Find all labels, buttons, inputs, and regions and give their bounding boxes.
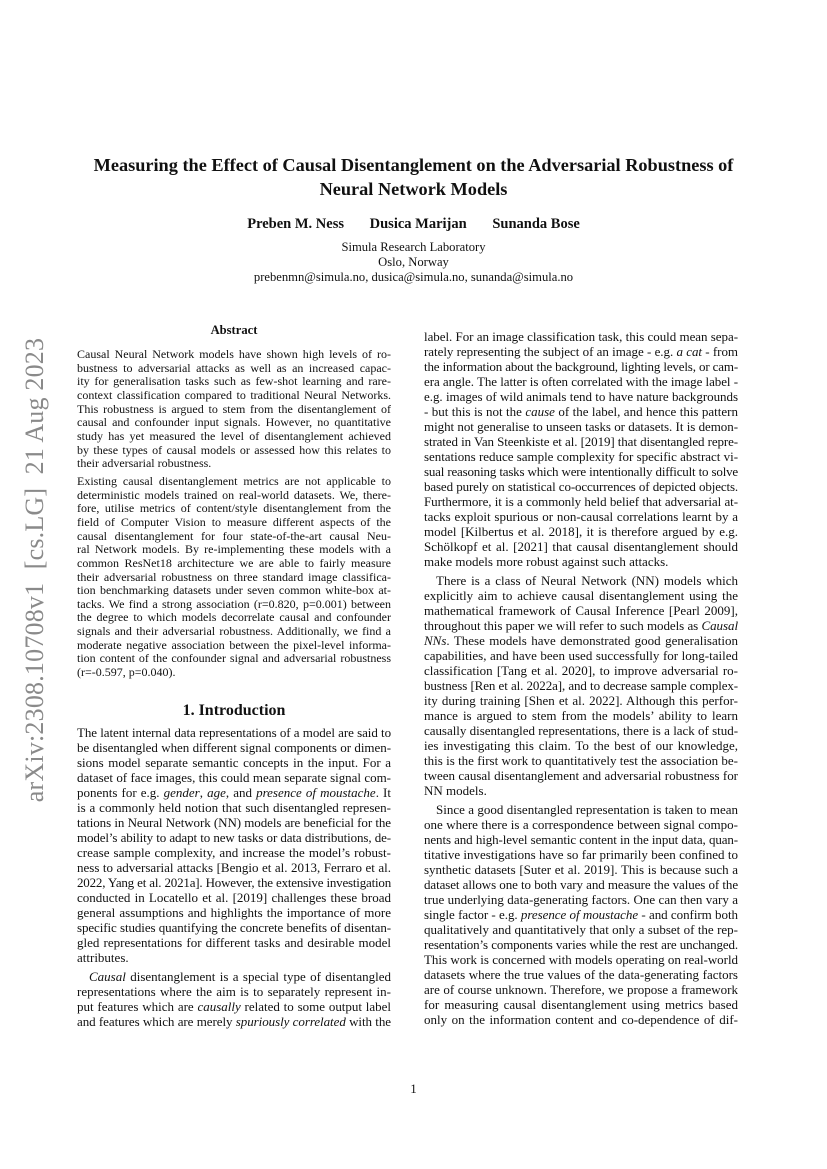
text-line: ies investigating this claim. To the best of our knowledge, [424, 738, 738, 753]
text-line: Since a good disentangled representation is taken to mean [436, 802, 738, 817]
text-line: throughout this paper we will refer to such models as Causal [424, 618, 738, 633]
text-line: dataset of face images, this could mean separate signal com- [77, 770, 391, 785]
text-line: conducted in Locatello et al. [2019] challenges these broad [77, 890, 391, 905]
text-line: The latent internal data representations of a model are said to [77, 725, 391, 740]
text-line: ity during training [Shen et al. 2022]. Although this perfor- [424, 693, 738, 708]
text-line: this is the first work to quantitatively test the association be- [424, 753, 738, 768]
abstract-heading: Abstract [210, 323, 258, 337]
italic-text: presence of moustache [520, 907, 639, 922]
paragraph [424, 802, 738, 1027]
text-line: tacks exploit spurious or non-causal correlations learnt by a [424, 509, 738, 524]
text-line: sual reasoning tasks which were intentionally difficult to solve [424, 464, 738, 479]
text-line: capabilities, and have been used successfully for long-tailed [424, 648, 738, 663]
italic-text: spuriously correlated [235, 1014, 346, 1029]
text-line: put features which are causally related to some output label [77, 999, 391, 1014]
paragraph [424, 573, 738, 798]
text-line: dataset allows one to both vary and measure the values of the [424, 877, 738, 892]
arxiv-identifier-stamp: arXiv:2308.10708v1 [cs.LG] 21 Aug 2023 [20, 337, 49, 803]
text-line: tion content of the confounder signal and adversarial robustness [77, 651, 391, 666]
text-line: true underlying data-generating factors. One can then vary a [424, 892, 738, 907]
text-line: gled representations for different tasks and desirable model [77, 935, 391, 950]
text-line: bustness to adversarial attacks as well as an increased capac- [77, 360, 391, 375]
introduction-body [77, 725, 391, 1033]
italic-text: Causal [701, 618, 738, 633]
text-line: explicitly aim to achieve causal disentanglement using the [424, 588, 738, 603]
text-line: This work is concerned with models operating on real-world [424, 952, 738, 967]
text-line: ity for generalisation tasks such as few-shot learning and rare- [77, 374, 391, 389]
text-line: bustness [Ren et al. 2022a], and to decrease sample complex- [424, 678, 738, 693]
italic-text: Causal [89, 969, 126, 984]
text-line: representations where the aim is to separately represent in- [77, 984, 391, 999]
text-line: ral Network models. By re-implementing these models with a [77, 542, 391, 557]
text-line: tations in Neural Network (NN) models are beneficial for the [77, 815, 391, 830]
author-name: Sunanda Bose [492, 216, 580, 232]
italic-text: causally [197, 999, 241, 1014]
text-line: Existing causal disentanglement metrics are not applicable to [77, 473, 391, 488]
text-line: ponents for e.g. gender, age, and presence of moustache. It [77, 785, 391, 800]
text-line: sentations reduce sample complexity for specific abstract vi- [424, 449, 738, 464]
text-line: context classification compared to traditional Neural Networks. [77, 387, 391, 402]
italic-text: age [207, 785, 226, 800]
paragraph [77, 969, 391, 1029]
introduction-heading: 1. Introduction [182, 702, 286, 719]
paragraph [424, 329, 738, 569]
text-line: and features which are merely spuriously correlated with the [77, 1014, 391, 1029]
text-line: the information about the background, lighting levels, or cam- [424, 359, 738, 374]
text-line: is a commonly held notion that such disentangled represen- [77, 800, 391, 815]
page-number: 1 [410, 1081, 417, 1096]
text-line: rately representing the subject of an image - e.g. a cat - from [424, 344, 738, 359]
author-name: Preben M. Ness [247, 216, 345, 232]
text-line: fore, utilise metrics of content/style disentanglement from the [77, 501, 391, 516]
text-line: based purely on statistical co-occurrences of depicted objects. [424, 479, 738, 494]
text-line: by these types of causal models or assessed how this relates to [77, 442, 391, 457]
text-line: Schölkopf et al. [2021] that causal disentanglement should [424, 539, 738, 554]
text-line: - but this is not the cause of the label, and hence this pattern [424, 404, 738, 419]
title-line-2: Neural Network Models [319, 179, 508, 199]
text-line: common ResNet18 architecture we are able to fairly measure [77, 555, 391, 570]
text-line: strated in Van Steenkiste et al. [2019] that disentangled repre- [424, 434, 738, 449]
text-line: causally disentangled representations, there is a lack of stud- [424, 723, 738, 738]
text-line: might not generalise to unseen tasks or datasets. It is demon- [424, 419, 738, 434]
abstract-body [77, 348, 391, 684]
text-line: mathematical framework of Causal Inference [Pearl 2009], [424, 603, 738, 618]
text-line: causal disentanglement for four state-of-the-art causal Neu- [77, 528, 391, 543]
text-line: There is a class of Neural Network (NN) models which [436, 573, 738, 588]
title-line-1: Measuring the Effect of Causal Disentanglement on the Adversarial Robustness of [93, 155, 734, 175]
text-line: titative investigations have so far primarily been confined to [424, 847, 738, 862]
italic-text: cause [525, 404, 555, 419]
text-line: datasets where the true values of the data-generating factors [424, 967, 738, 982]
text-line: Causal disentanglement is a special type of disentangled [89, 969, 391, 984]
text-line: classification [Tang et al. 2020], to improve adversarial ro- [424, 663, 738, 678]
text-line: (r=-0.597, p=0.040). [77, 665, 176, 680]
text-line: qualitatively and quantitatively that only a subset of the rep- [424, 922, 738, 937]
italic-text: presence of moustache [256, 785, 376, 800]
italic-text: NNs [424, 633, 447, 648]
text-line: Causal Neural Network models have shown high levels of ro- [77, 347, 391, 361]
text-line: tween causal disentanglement and adversarial robustness for [424, 768, 738, 783]
text-line: single factor - e.g. presence of moustache - and confirm both [424, 907, 738, 922]
paragraph [77, 348, 391, 471]
text-line: NN models. [424, 783, 487, 798]
text-line: specific studies quantifying the concrete benefits of disentan- [77, 920, 391, 935]
right-column-body [424, 329, 738, 1031]
text-line: deterministic models trained on real-world datasets. We, there- [77, 487, 391, 502]
text-line: mance is argued to stem from the models’ ability to learn [424, 708, 738, 723]
text-line: 2022, Yang et al. 2021a]. However, the extensive investigation [77, 875, 391, 890]
text-line: study has yet measured the level of disentanglement achieved [77, 428, 391, 443]
text-line: ness to adversarial attacks [Bengio et al. 2013, Ferraro et al. [77, 860, 391, 875]
text-line: the degree to which models decorrelate causal and confounder [77, 610, 391, 625]
text-line: are of course unknown. Therefore, we propose a framework [424, 982, 738, 997]
text-line: tacks. We find a strong association (r=0.820, p=0.001) between [77, 596, 391, 611]
text-line: attributes. [77, 950, 129, 965]
text-line: crease sample complexity, and increase the model’s robust- [77, 845, 391, 860]
affiliation-institution: Simula Research Laboratory [341, 240, 486, 254]
text-line: signals and their adversarial robustness. Additionally, we find a [77, 624, 391, 639]
text-line: be disentangled when different signal components or dimen- [77, 740, 391, 755]
author-name: Dusica Marijan [369, 216, 467, 232]
author-list [0, 216, 827, 233]
text-line: make models more robust against such attacks. [424, 554, 669, 569]
paragraph [77, 725, 391, 965]
author-emails: prebenmn@simula.no, dusica@simula.no, sunanda@simula.no [253, 270, 574, 284]
text-line: Furthermore, it is a commonly held belief that adversarial at- [424, 494, 738, 509]
text-line: general assumptions and highlights the importance of more [77, 905, 391, 920]
text-line: moderate negative association between the pixel-level informa- [77, 637, 391, 652]
text-line: field of Computer Vision to measure different aspects of the [77, 514, 391, 529]
text-line: e.g. images of wild animals tend to have nature backgrounds [424, 389, 738, 404]
text-line: their adversarial robustness on three standard image classifica- [77, 569, 391, 584]
italic-text: gender [163, 785, 200, 800]
paragraph [77, 475, 391, 680]
text-line: NNs. These models have demonstrated good generalisation [424, 633, 738, 648]
text-line: only on the information content and co-dependence of dif- [424, 1012, 738, 1027]
text-line: causal and confounder input signals. However, no quantitative [77, 415, 391, 430]
text-line: model’s ability to adapt to new tasks or data distributions, de- [77, 830, 391, 845]
text-line: for measuring causal disentanglement using metrics based [424, 997, 738, 1012]
text-line: sions model separate semantic concepts in the input. For a [77, 755, 391, 770]
text-line: their adversarial robustness. [77, 456, 212, 471]
text-line: This robustness is argued to stem from the disentanglement of [77, 401, 391, 416]
text-line: nents and high-level semantic content in the input data, quan- [424, 832, 738, 847]
text-line: label. For an image classification task, this could mean sepa- [424, 329, 738, 344]
text-line: synthetic datasets [Suter et al. 2019]. This is because such a [424, 862, 738, 877]
text-line: resentation’s components varies while the rest are unchanged. [424, 937, 738, 952]
italic-text: a cat [676, 344, 702, 359]
text-line: tion benchmarking datasets under seven common white-box at- [77, 583, 391, 598]
text-line: model [Kilbertus et al. 2018], it is therefore argued by e.g. [424, 524, 738, 539]
affiliation [0, 240, 827, 285]
text-line: era angle. The latter is often correlated with the image label - [424, 374, 738, 389]
paper-title [0, 153, 827, 201]
affiliation-location: Oslo, Norway [378, 255, 449, 269]
text-line: one where there is a correspondence between signal compo- [424, 817, 738, 832]
